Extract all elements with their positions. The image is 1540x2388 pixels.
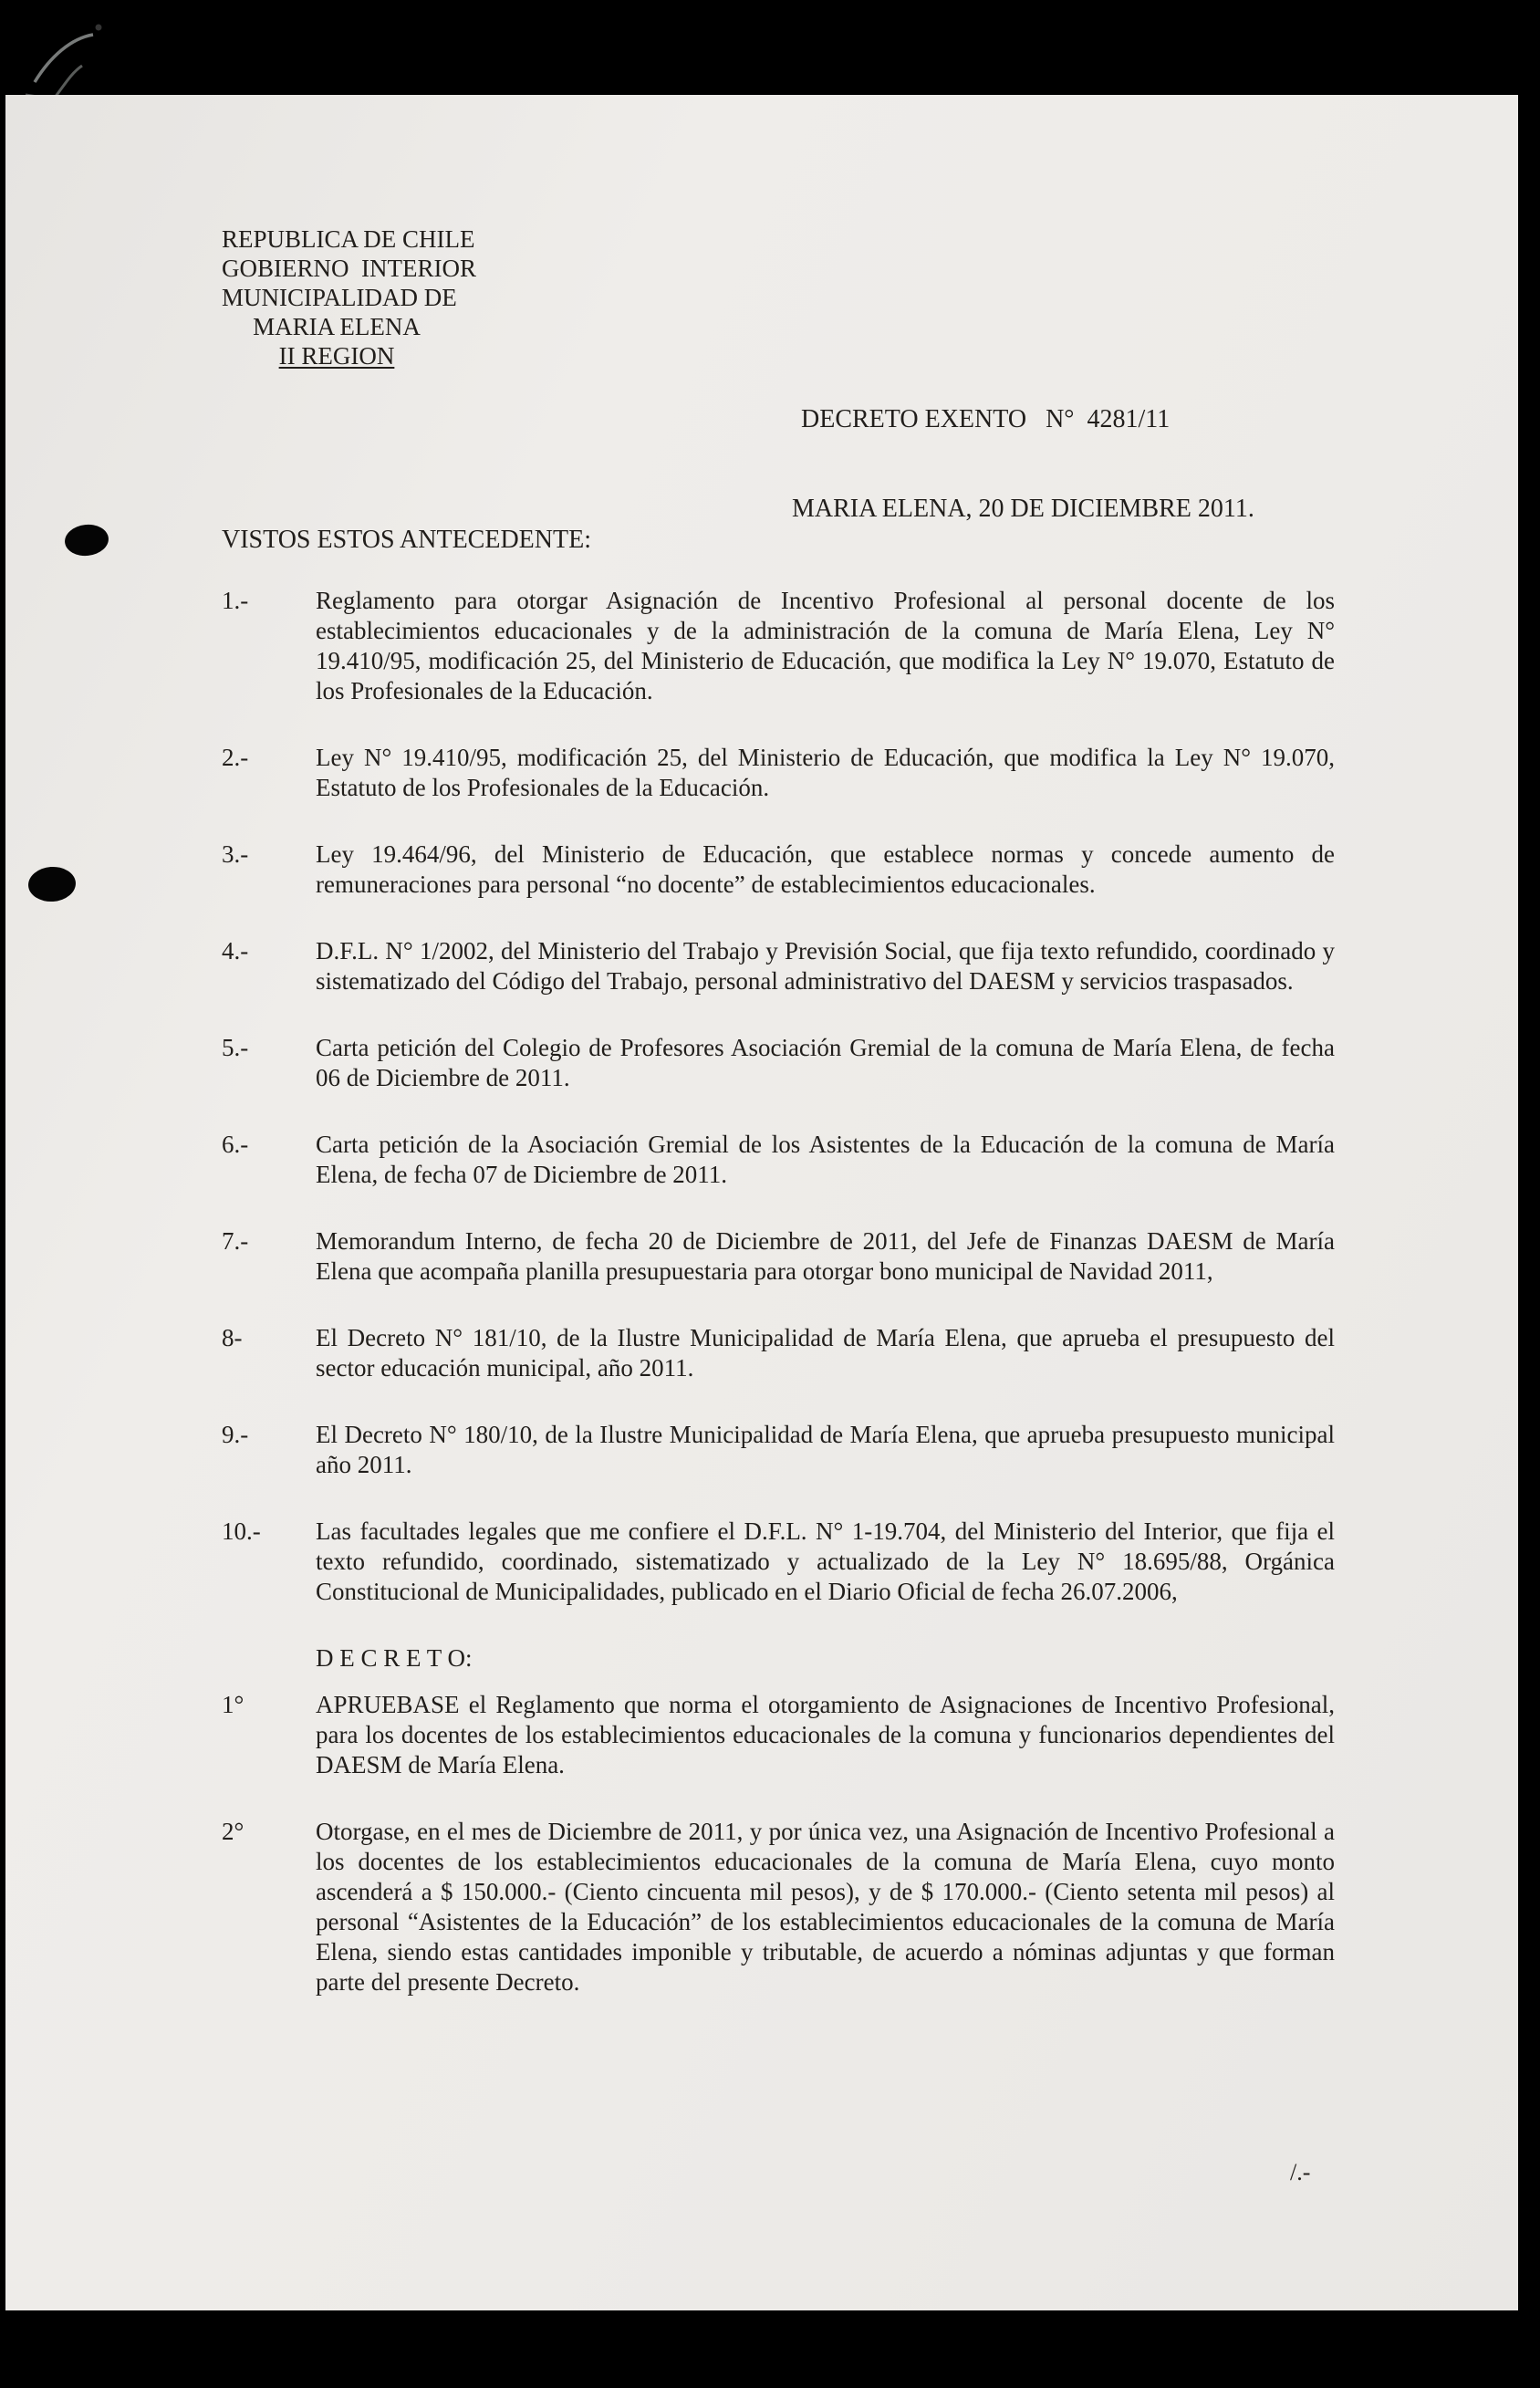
page-continuation-mark: /.- — [1290, 2159, 1311, 2185]
item-text: D.F.L. N° 1/2002, del Ministerio del Trabajo y Previsión Social, que fija texto refundido, coordinado y sistematizado del Código del Trabajo, personal administrativo del DAESM y servicios traspasados. — [316, 937, 1335, 995]
antecedent-item — [222, 1226, 1335, 1287]
item-number: 2.- — [222, 744, 249, 771]
antecedent-item — [222, 743, 1335, 803]
item-number: 9.- — [222, 1421, 249, 1448]
item-number: 6.- — [222, 1131, 249, 1158]
decree-date-line: MARIA ELENA, 20 DE DICIEMBRE 2011. — [792, 495, 1254, 523]
letterhead-line: GOBIERNO INTERIOR — [222, 255, 476, 282]
resolution-item — [222, 1817, 1335, 1997]
resolution-item — [222, 1690, 1335, 1780]
antecedent-item — [222, 1033, 1335, 1093]
letterhead-line: MUNICIPALIDAD DE — [222, 284, 457, 311]
item-number: 1.- — [222, 587, 249, 614]
antecedent-item — [222, 1420, 1335, 1480]
item-text: Ley 19.464/96, del Ministerio de Educación, que establece normas y concede aumento de remuneraciones para personal “no docente” de establecimientos educacionales. — [316, 840, 1335, 898]
item-number: 7.- — [222, 1227, 249, 1255]
item-text: Reglamento para otorgar Asignación de Incentivo Profesional al personal docente de los establecimientos educacionales y de la administración de la comuna de María Elena, Ley N° 19.410/95, modificación 25, del Ministerio de Educación, que modifica la Ley N° 19.070, Estatuto de los Profesionales de la Educación. — [316, 587, 1335, 704]
item-text: Ley N° 19.410/95, modificación 25, del Ministerio de Educación, que modifica la Ley N° 19.070, Estatuto de los Profesionales de la Educación. — [316, 744, 1335, 801]
item-text: Memorandum Interno, de fecha 20 de Diciembre de 2011, del Jefe de Finanzas DAESM de María Elena que acompaña planilla presupuestaria para otorgar bono municipal de Navidad 2011, — [316, 1227, 1335, 1285]
item-number: 4.- — [222, 937, 249, 965]
item-text: El Decreto N° 181/10, de la Ilustre Municipalidad de María Elena, que aprueba el presupuesto del sector educación municipal, año 2011. — [316, 1324, 1335, 1382]
item-number: 8- — [222, 1324, 243, 1351]
letterhead — [222, 224, 476, 370]
decree-body — [222, 586, 1335, 2034]
antecedent-item — [222, 1130, 1335, 1190]
antecedent-item — [222, 936, 1335, 996]
antecedent-item — [222, 839, 1335, 900]
letterhead-line: MARIA ELENA — [253, 313, 421, 340]
antecedent-item — [222, 586, 1335, 706]
resolution-text: Otorgase, en el mes de Diciembre de 2011, y por única vez, una Asignación de Incentivo Profesional a los docentes de los establecimientos educacionales de la comuna de María Elena, cuyo monto ascenderá a $ 150.000.- (Ciento cincuenta mil pesos), y de $ 170.000.- (Ciento setenta mil pesos) al personal “Asistentes de la Educación” de los establecimientos educacionales de la comuna de María Elena, siendo estas cantidades imponible y tributable, de acuerdo a nóminas adjuntas y que forman parte del presente Decreto. — [316, 1818, 1335, 1996]
item-text: Carta petición del Colegio de Profesores Asociación Gremial de la comuna de María Elena, de fecha 06 de Diciembre de 2011. — [316, 1034, 1335, 1091]
item-number: 10.- — [222, 1517, 261, 1545]
decreto-heading: D E C R E T O: — [316, 1644, 473, 1672]
antecedent-item — [222, 1517, 1335, 1607]
resolution-number: 2° — [222, 1818, 245, 1845]
decree-number: DECRETO EXENTO N° 4281/11 — [801, 405, 1171, 433]
antecedent-item — [222, 1323, 1335, 1383]
vistos-heading: VISTOS ESTOS ANTECEDENTE: — [222, 526, 591, 554]
resolution-number: 1° — [222, 1691, 245, 1718]
resolution-text: APRUEBASE el Reglamento que norma el otorgamiento de Asignaciones de Incentivo Profesional, para los docentes de los establecimientos educacionales de la comuna y funcionarios dependientes del DAESM de María Elena. — [316, 1691, 1335, 1778]
item-number: 5.- — [222, 1034, 249, 1061]
letterhead-region-line: II REGION — [278, 342, 395, 370]
item-number: 3.- — [222, 840, 249, 868]
item-text: Carta petición de la Asociación Gremial de los Asistentes de la Educación de la comuna de María Elena, de fecha 07 de Diciembre de 2011. — [316, 1131, 1335, 1188]
item-text: El Decreto N° 180/10, de la Ilustre Municipalidad de María Elena, que aprueba presupuesto municipal año 2011. — [316, 1421, 1335, 1478]
letterhead-line: REPUBLICA DE CHILE — [222, 225, 475, 253]
document-page — [5, 95, 1518, 2310]
item-text: Las facultades legales que me confiere el D.F.L. N° 1-19.704, del Ministerio del Interior, que fija el texto refundido, coordinado, sistematizado y actualizado de la Ley N° 18.695/88, Orgánica Constitucional de Municipalidades, publicado en el Diario Oficial de fecha 26.07.2006, — [316, 1517, 1335, 1605]
